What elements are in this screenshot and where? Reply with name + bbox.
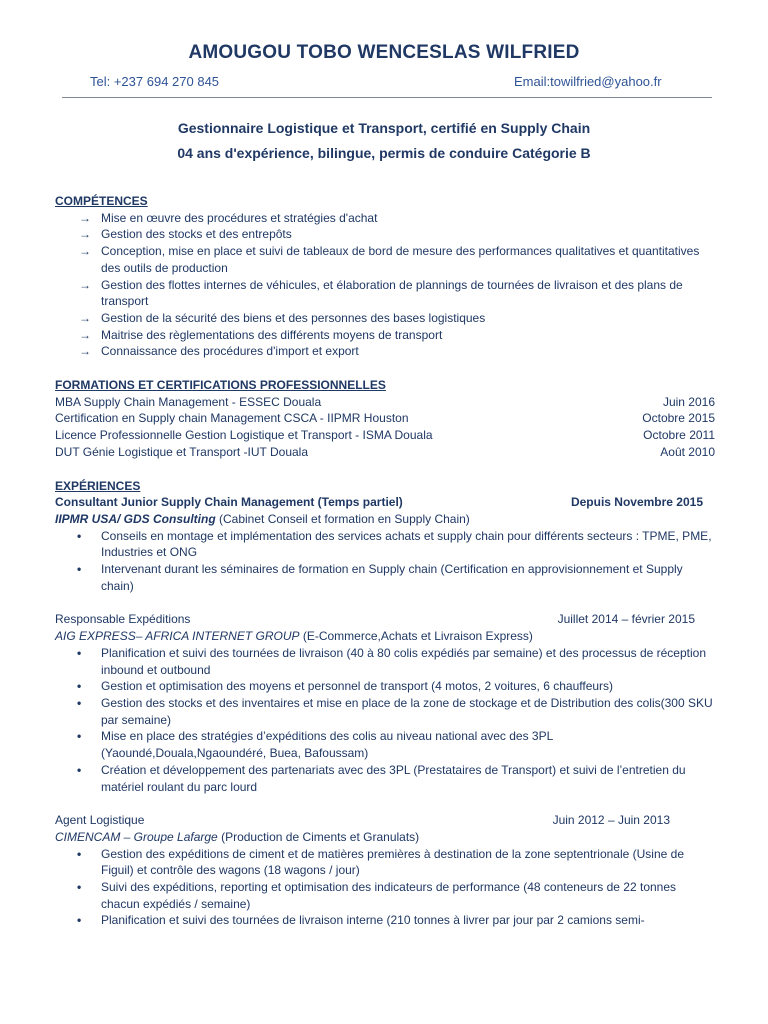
skill-item: → Mise en œuvre des procédures et stratégies d'achat xyxy=(79,210,378,225)
skill-item: → Gestion des flottes internes de véhicules, et élaboration de plannings de tournées de livraison et des plans de transport xyxy=(79,277,683,309)
bullet-icon: • xyxy=(77,679,82,694)
education-item: MBA Supply Chain Management - ESSEC Douala Juin 2016 xyxy=(55,394,715,409)
job-company: IIPMR USA/ GDS Consulting xyxy=(55,511,216,526)
job-entry xyxy=(55,812,715,929)
arrow-icon: → xyxy=(79,277,91,292)
job-header xyxy=(55,494,715,511)
arrow-icon: → xyxy=(79,210,91,225)
job-entry xyxy=(55,611,715,795)
headline-summary: 04 ans d'expérience, bilingue, permis de conduire Catégorie B xyxy=(177,145,591,161)
skill-item: → Conception, mise en place et suivi de tableaux de bord de mesure des performances qualitatives et quantitatives des outils de production xyxy=(79,244,700,275)
arrow-icon: → xyxy=(79,244,91,259)
job-company-desc: (Cabinet Conseil et formation en Supply Chain) xyxy=(215,511,470,526)
job-company-desc: (Production de Ciments et Granulats) xyxy=(217,829,420,844)
job-entry xyxy=(55,494,715,594)
education-item: Licence Professionnelle Gestion Logistique et Transport - ISMA Douala Octobre 2011 xyxy=(55,428,715,443)
candidate-name: AMOUGOU TOBO WENCESLAS WILFRIED xyxy=(188,42,580,63)
job-bullet: • Mise en place des stratégies d’expéditions des colis au niveau national avec des 3PL (Yaoundé,Douala,Ngaoundéré, Buea, Bafoussam) xyxy=(77,729,553,761)
job-company-desc: (E-Commerce,Achats et Livraison Express) xyxy=(299,629,533,644)
job-date: Juillet 2014 – février 2015 xyxy=(557,612,695,627)
job-role: Consultant Junior Supply Chain Management (Temps partiel) xyxy=(55,495,403,510)
bullet-icon: • xyxy=(77,846,82,861)
education-item: DUT Génie Logistique et Transport -IUT Douala Août 2010 xyxy=(55,444,715,459)
job-date: Depuis Novembre 2015 xyxy=(570,495,703,510)
job-bullet: • Création et développement des partenariats avec des 3PL (Prestataires de Transport) et suivi de l’entretien du matériel roulant du parc lourd xyxy=(77,762,686,794)
job-role: Responsable Expéditions xyxy=(55,612,191,627)
headline-title: Gestionnaire Logistique et Transport, certifié en Supply Chain xyxy=(177,120,591,136)
arrow-icon: → xyxy=(79,227,91,242)
bullet-icon: • xyxy=(77,695,82,710)
job-company-line xyxy=(55,511,715,528)
job-bullet: • Intervenant durant les séminaires de formation en Supply chain (Certification en approvisionnement et Supply chain) xyxy=(77,562,683,593)
bullet-icon: • xyxy=(77,645,82,660)
job-company-line xyxy=(55,628,715,645)
arrow-icon: → xyxy=(79,310,91,325)
job-bullet: • Gestion des expéditions de ciment et de matières premières à destination de la zone septentrionale (Usine de Figuil) et contrôle des wagons (18 wagons / jour) xyxy=(77,846,685,878)
email-address: Email:towilfried@yahoo.fr xyxy=(514,74,662,89)
bullet-icon: • xyxy=(77,729,82,744)
bullet-icon: • xyxy=(77,528,82,543)
experience-section-title: EXPÉRIENCES xyxy=(55,478,141,493)
job-bullet: • Planification et suivi des tournées de livraison interne (210 tonnes à livrer par jour par 2 camions semi- xyxy=(77,913,645,928)
job-bullet: • Suivi des expéditions, reporting et optimisation des indicateurs de performance (48 conteneurs de 22 tonnes chacun expédiés / semaine) xyxy=(77,880,677,911)
job-bullet: • Gestion des stocks et des inventaires et mise en place de la zone de stockage et de Distribution des colis(300 SKU par semaine) xyxy=(77,695,713,727)
bullet-icon: • xyxy=(77,880,82,895)
education-section-title: FORMATIONS ET CERTIFICATIONS PROFESSIONNELLES xyxy=(55,378,386,393)
job-bullets xyxy=(55,528,715,595)
phone-number: Tel: +237 694 270 845 xyxy=(90,74,220,89)
job-bullet: • Conseils en montage et implémentation des services achats et supply chain pour différents secteurs : TPME, PME, Industries et ONG xyxy=(77,528,712,560)
header-divider xyxy=(62,97,712,98)
job-date: Juin 2012 – Juin 2013 xyxy=(552,813,670,828)
job-bullet: • Gestion et optimisation des moyens et personnel de transport (4 motos, 2 voitures, 6 chauffeurs) xyxy=(77,679,614,694)
job-bullet: • Planification et suivi des tournées de livraison (40 à 80 colis expédiés par semaine) et des processus de réception inbound et outbound xyxy=(77,645,707,677)
bullet-icon: • xyxy=(77,913,82,928)
job-company: AIG EXPRESS– AFRICA INTERNET GROUP xyxy=(55,629,300,644)
job-company-line xyxy=(55,829,715,846)
job-header xyxy=(55,611,715,628)
skills-section-title: COMPÉTENCES xyxy=(55,194,148,208)
job-bullets xyxy=(55,846,715,930)
arrow-icon: → xyxy=(79,327,91,342)
skills-list xyxy=(55,210,715,360)
skill-item: → Gestion de la sécurité des biens et des personnes des bases logistiques xyxy=(79,310,486,325)
skill-item: → Gestion des stocks et des entrepôts xyxy=(79,227,292,242)
job-header xyxy=(55,812,715,829)
education-item: Certification en Supply chain Management CSCA - IIPMR Houston Octobre 2015 xyxy=(55,411,715,426)
skill-item: → Maitrise des règlementations des différents moyens de transport xyxy=(79,327,443,342)
resume-body xyxy=(55,193,715,929)
skill-item: → Connaissance des procédures d'import et export xyxy=(79,344,359,359)
job-company: CIMENCAM – Groupe Lafarge xyxy=(55,829,218,844)
job-bullets xyxy=(55,645,715,795)
job-role: Agent Logistique xyxy=(55,813,145,828)
education-list xyxy=(55,394,715,461)
bullet-icon: • xyxy=(77,762,82,777)
arrow-icon: → xyxy=(79,344,91,359)
bullet-icon: • xyxy=(77,562,82,577)
